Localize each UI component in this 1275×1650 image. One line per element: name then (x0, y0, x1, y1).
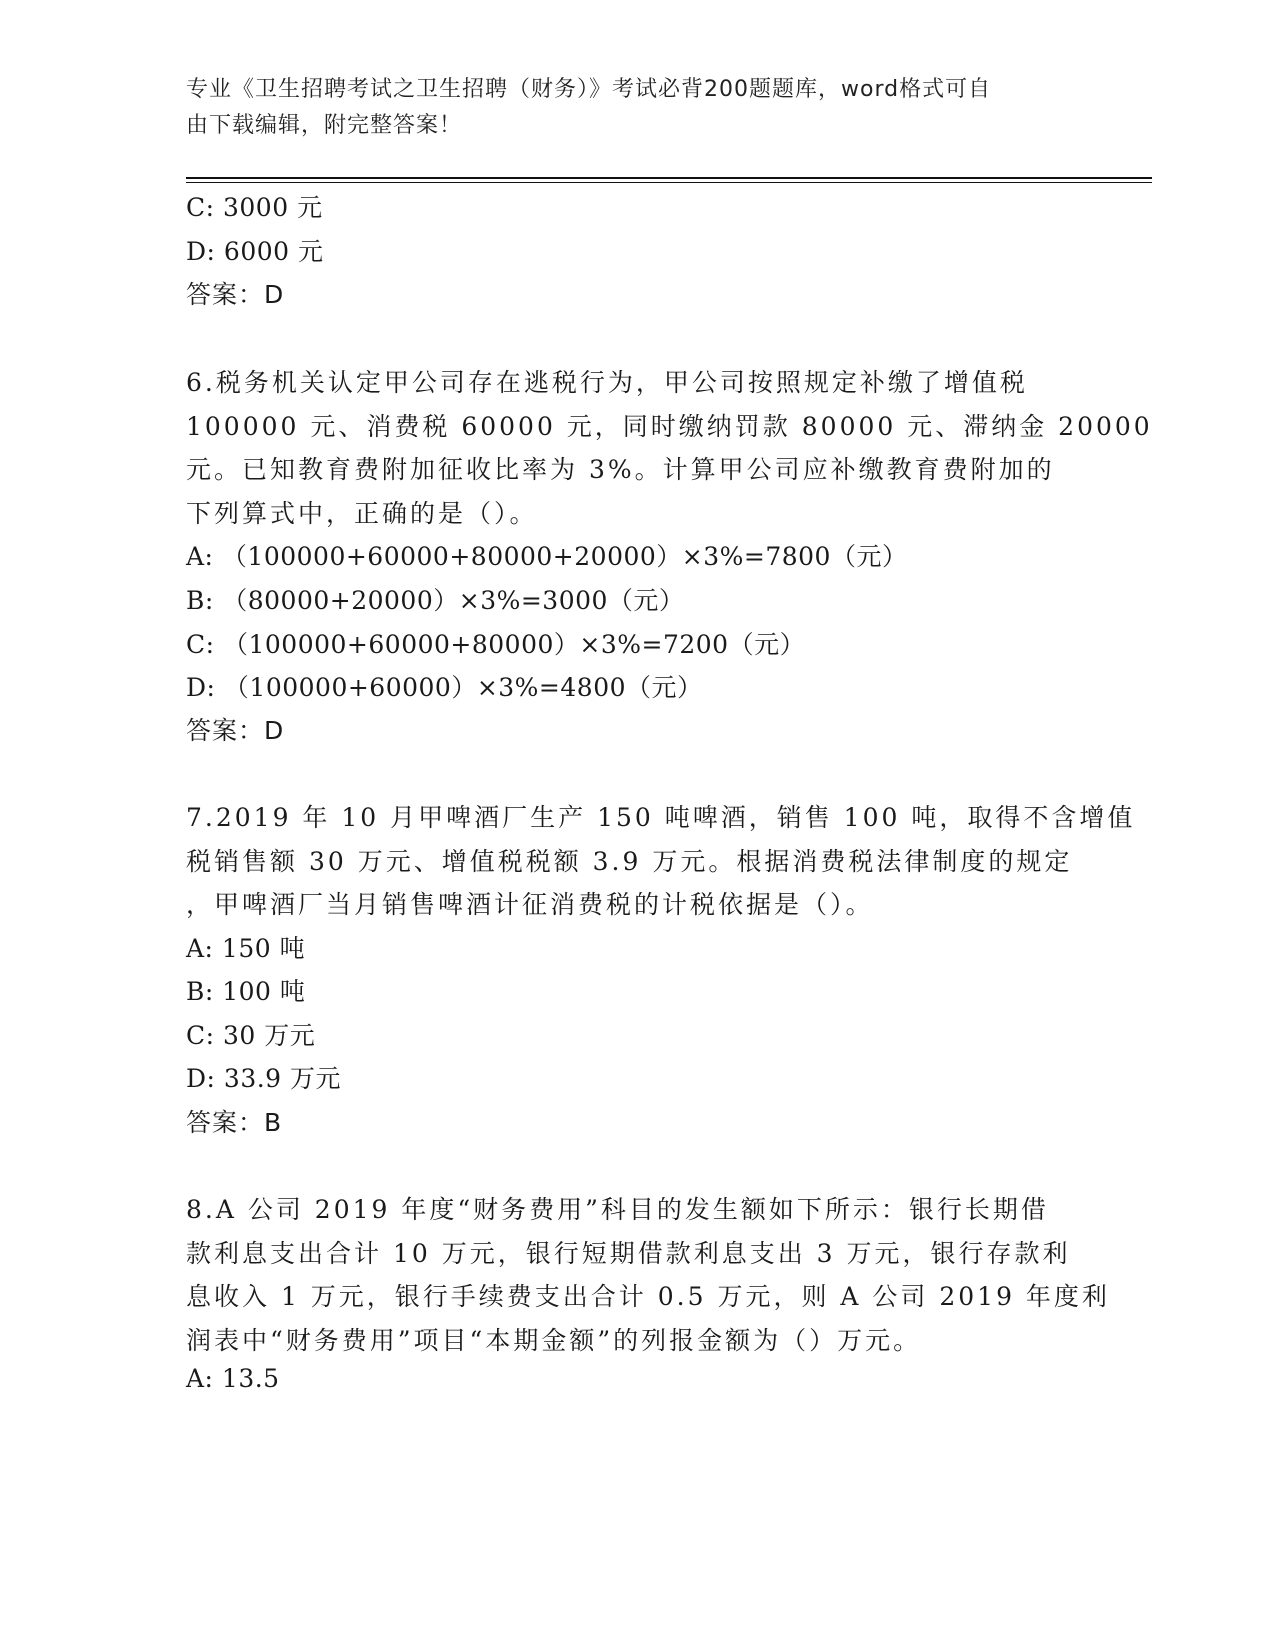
q6-option-d: D: （100000+60000）×3%=4800（元） (186, 673, 703, 702)
q8-text-line-2: 款利息支出合计 10 万元，银行短期借款利息支出 3 万元，银行存款利 (186, 1239, 1071, 1268)
q7-answer: 答案：B (186, 1108, 283, 1137)
q6-answer: 答案：D (186, 716, 285, 745)
q6-text-line-2: 100000 元、消费税 60000 元，同时缴纳罚款 80000 元、滞纳金 20000 (186, 412, 1153, 441)
q7-text-line-1: 7.2019 年 10 月甲啤酒厂生产 150 吨啤酒，销售 100 吨，取得不含增值 (186, 803, 1136, 832)
q6-text-line-4: 下列算式中，正确的是（）。 (186, 499, 538, 528)
q7-text-line-2: 税销售额 30 万元、增值税税额 3.9 万元。根据消费税法律制度的规定 (186, 847, 1073, 876)
q6-option-c: C: （100000+60000+80000）×3%=7200（元） (186, 630, 806, 659)
q7-option-b: B: 100 吨 (186, 977, 306, 1006)
header-line-1: 专业《卫生招聘考试之卫生招聘（财务）》考试必背200题题库，word格式可自 (186, 77, 992, 102)
q8-option-a: A: 13.5 (186, 1364, 280, 1393)
q7-option-c: C: 30 万元 (186, 1021, 316, 1050)
q7-text-line-3: ，甲啤酒厂当月销售啤酒计征消费税的计税依据是（）。 (186, 890, 874, 919)
q6-option-b: B: （80000+20000）×3%=3000（元） (186, 586, 685, 615)
q8-text-line-3: 息收入 1 万元，银行手续费支出合计 0.5 万元，则 A 公司 2019 年度利 (186, 1282, 1110, 1311)
document-header (186, 72, 1066, 144)
q5-option-d: D: 6000 元 (186, 237, 324, 266)
q5-answer: 答案：D (186, 280, 285, 309)
q6-option-a: A: （100000+60000+80000+20000）×3%=7800（元） (186, 542, 908, 571)
q6-text-line-1: 6.税务机关认定甲公司存在逃税行为，甲公司按照规定补缴了增值税 (186, 368, 1028, 397)
header-line-2: 由下载编辑，附完整答案！ (186, 113, 463, 138)
q5-option-c: C: 3000 元 (186, 193, 323, 222)
q6-text-line-3: 元。已知教育费附加征收比率为 3%。计算甲公司应补缴教育费附加的 (186, 455, 1055, 484)
q7-option-d: D: 33.9 万元 (186, 1064, 342, 1093)
q8-text-line-1: 8.A 公司 2019 年度“财务费用”科目的发生额如下所示：银行长期借 (186, 1195, 1049, 1224)
q8-text-line-4: 润表中“财务费用”项目“本期金额”的列报金额为（）万元。 (186, 1326, 922, 1355)
q7-option-a: A: 150 吨 (186, 934, 306, 963)
header-divider-thin (186, 182, 1152, 183)
header-divider-thick (186, 177, 1152, 179)
